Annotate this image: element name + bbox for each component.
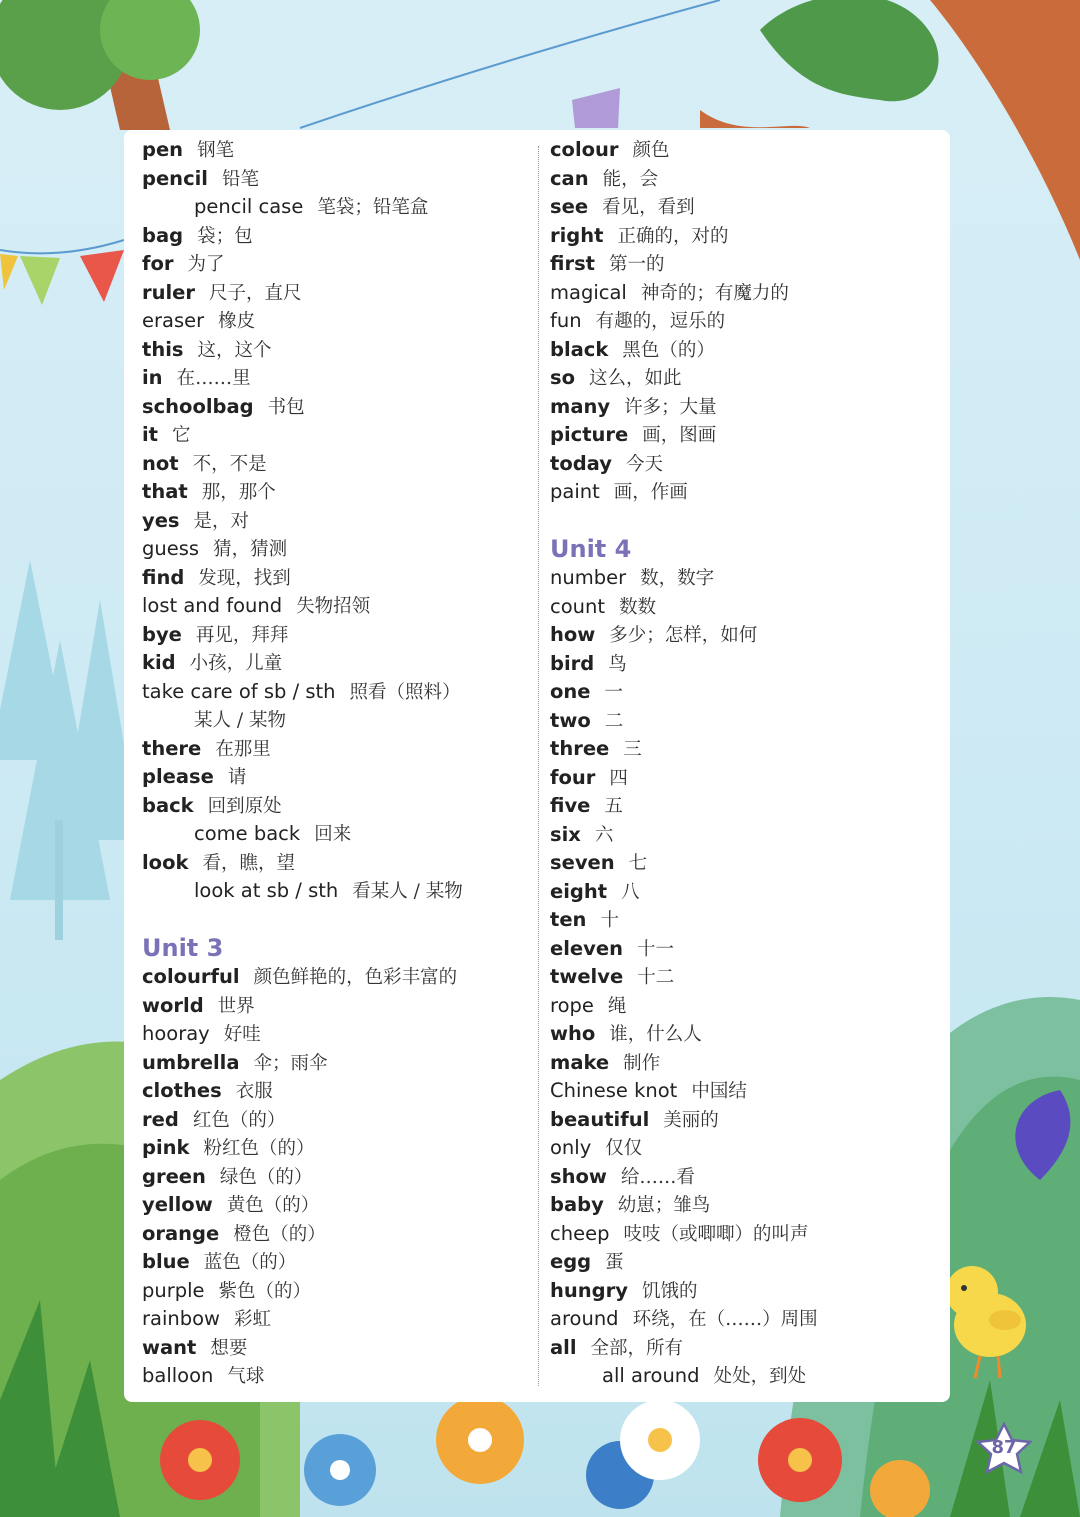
vocab-meaning: 给……看 bbox=[620, 1166, 695, 1188]
vocab-entry bbox=[142, 1020, 532, 1049]
vocab-entry bbox=[550, 707, 940, 736]
vocab-entry bbox=[142, 279, 532, 308]
vocab-word: picture bbox=[550, 423, 629, 446]
vocab-meaning: 颜色鲜艳的，色彩丰富的 bbox=[253, 967, 458, 988]
vocab-word: balloon bbox=[142, 1364, 214, 1387]
vocab-word: ten bbox=[550, 908, 587, 931]
vocab-meaning: 中国结 bbox=[691, 1081, 747, 1102]
vocab-meaning: 鸟 bbox=[608, 653, 627, 675]
vocab-word: colourful bbox=[142, 965, 240, 988]
vocab-word: ruler bbox=[142, 280, 196, 304]
vocab-meaning: 失物招领 bbox=[296, 596, 371, 617]
vocab-meaning: 能，会 bbox=[602, 168, 659, 190]
vocab-entry bbox=[550, 678, 940, 707]
vocab-entry bbox=[550, 136, 940, 165]
vocab-word: it bbox=[142, 423, 159, 446]
vocab-word: look bbox=[142, 850, 189, 874]
vocab-meaning: 是，对 bbox=[193, 510, 250, 532]
vocab-entry bbox=[142, 735, 532, 764]
vocab-meaning: 今天 bbox=[625, 453, 663, 475]
spacer bbox=[142, 906, 532, 935]
vocab-meaning: 世界 bbox=[217, 995, 255, 1017]
vocab-meaning: 许多；大量 bbox=[624, 396, 717, 418]
vocab-entry bbox=[550, 650, 940, 679]
vocab-entry bbox=[550, 849, 940, 878]
vocab-word: bag bbox=[142, 223, 184, 247]
vocab-word: there bbox=[142, 736, 202, 760]
vocab-word: please bbox=[142, 765, 214, 788]
vocab-word: rope bbox=[550, 993, 594, 1017]
vocab-word: so bbox=[550, 366, 576, 389]
vocab-entry bbox=[550, 364, 940, 393]
vocab-entry bbox=[142, 992, 532, 1021]
vocab-word: right bbox=[550, 223, 604, 247]
vocab-meaning: 那，那个 bbox=[201, 482, 276, 503]
vocab-entry bbox=[142, 165, 532, 194]
vocab-entry bbox=[142, 1220, 532, 1249]
vocab-entry bbox=[550, 279, 940, 308]
vocab-meaning: 笔袋；铅笔盒 bbox=[317, 197, 429, 218]
vocab-entry bbox=[550, 621, 940, 650]
vocab-word: umbrella bbox=[142, 1050, 240, 1074]
vocab-entry bbox=[142, 364, 532, 393]
vocab-meaning: 在……里 bbox=[176, 368, 251, 389]
vocab-entry bbox=[142, 706, 532, 735]
vocab-word: hungry bbox=[550, 1278, 628, 1302]
vocab-meaning: 全部，所有 bbox=[590, 1337, 684, 1359]
vocab-word: yellow bbox=[142, 1193, 213, 1216]
vocab-meaning: 在那里 bbox=[215, 738, 271, 760]
vocab-word: for bbox=[142, 252, 174, 275]
vocab-meaning: 橙色（的） bbox=[233, 1223, 326, 1245]
vocab-word: first bbox=[550, 252, 595, 275]
vocab-entry bbox=[550, 193, 940, 222]
vocab-word: purple bbox=[142, 1278, 205, 1302]
vocab-entry bbox=[550, 336, 940, 365]
vocab-entry bbox=[142, 592, 532, 621]
vocab-meaning: 四 bbox=[609, 767, 628, 789]
vocab-meaning: 十二 bbox=[637, 967, 675, 988]
vocab-entry bbox=[550, 1106, 940, 1135]
vocab-entry bbox=[142, 1305, 532, 1334]
vocab-meaning: 五 bbox=[604, 796, 623, 817]
vocab-entry bbox=[550, 250, 940, 279]
vocab-meaning: 十 bbox=[600, 910, 619, 931]
vocab-word: three bbox=[550, 737, 610, 760]
vocab-meaning: 不，不是 bbox=[192, 453, 267, 475]
vocab-meaning: 绿色（的） bbox=[219, 1166, 313, 1188]
vocab-entry bbox=[142, 1362, 532, 1391]
vocab-meaning: 彩虹 bbox=[234, 1309, 272, 1330]
vocab-word: two bbox=[550, 708, 591, 732]
vocab-entry bbox=[142, 1277, 532, 1306]
vocab-entry bbox=[142, 621, 532, 650]
vocab-word: that bbox=[142, 480, 188, 503]
vocab-entry bbox=[550, 821, 940, 850]
vocab-meaning: 某人 / 某物 bbox=[194, 710, 286, 731]
spacer bbox=[550, 507, 940, 536]
column-divider bbox=[538, 146, 539, 1386]
vocab-entry bbox=[142, 1191, 532, 1220]
vocab-word: want bbox=[142, 1335, 197, 1359]
vocab-word: schoolbag bbox=[142, 394, 254, 418]
vocab-meaning: 伞；雨伞 bbox=[253, 1052, 328, 1074]
vocab-meaning: 数，数字 bbox=[640, 568, 715, 589]
vocab-entry bbox=[142, 678, 532, 707]
vocab-word: come back bbox=[194, 822, 301, 845]
vocab-meaning: 气球 bbox=[227, 1366, 265, 1387]
vocab-meaning: 十一 bbox=[636, 938, 674, 960]
vocab-meaning: 书包 bbox=[267, 396, 305, 418]
vocab-meaning: 照看（照料） bbox=[349, 681, 461, 703]
vocab-word: around bbox=[550, 1307, 619, 1330]
vocab-word: one bbox=[550, 680, 591, 703]
vocab-meaning: 一 bbox=[604, 682, 624, 703]
vocab-entry bbox=[550, 1020, 940, 1049]
vocab-meaning: 饥饿的 bbox=[641, 1280, 698, 1302]
vocab-meaning: 好哇 bbox=[223, 1024, 261, 1045]
vocab-word: this bbox=[142, 337, 184, 361]
vocab-word: many bbox=[550, 394, 611, 418]
vocab-word: bye bbox=[142, 622, 182, 646]
vocab-word: beautiful bbox=[550, 1107, 650, 1131]
vocab-word: cheep bbox=[550, 1221, 610, 1245]
vocab-meaning: 八 bbox=[621, 881, 640, 903]
vocab-entry bbox=[142, 336, 532, 365]
unit-heading: Unit 3 bbox=[142, 934, 224, 962]
vocab-meaning: 美丽的 bbox=[663, 1109, 719, 1131]
vocab-meaning: 衣服 bbox=[235, 1081, 273, 1102]
vocab-word: can bbox=[550, 166, 589, 190]
vocab-meaning: 蓝色（的） bbox=[203, 1252, 297, 1273]
vocab-word: green bbox=[142, 1164, 206, 1188]
vocab-meaning: 数数 bbox=[619, 596, 657, 618]
vocab-entry bbox=[550, 564, 940, 593]
vocab-meaning: 吱吱（或唧唧）的叫声 bbox=[623, 1223, 809, 1245]
vocab-entry bbox=[142, 250, 532, 279]
vocab-entry bbox=[142, 1049, 532, 1078]
vocab-meaning: 制作 bbox=[623, 1052, 661, 1074]
vocab-meaning: 画，作画 bbox=[613, 482, 688, 503]
vocab-entry bbox=[142, 450, 532, 479]
vocab-entry bbox=[550, 992, 940, 1021]
vocab-entry bbox=[142, 421, 532, 450]
vocab-entry bbox=[142, 1134, 532, 1163]
vocab-entry bbox=[142, 649, 532, 678]
vocab-meaning: 黑色（的） bbox=[622, 339, 715, 361]
vocab-word: how bbox=[550, 623, 596, 646]
vocab-word: only bbox=[550, 1136, 592, 1159]
vocab-word: pencil bbox=[142, 166, 208, 190]
vocab-entry bbox=[550, 906, 940, 935]
vocab-meaning: 黄色（的） bbox=[226, 1195, 320, 1216]
vocab-word: take care of sb / sth bbox=[142, 679, 336, 703]
left-column bbox=[142, 136, 532, 1391]
vocab-word: world bbox=[142, 993, 204, 1017]
vocab-meaning: 仅仅 bbox=[605, 1138, 643, 1159]
vocab-meaning: 袋；包 bbox=[197, 225, 253, 247]
vocab-meaning: 小孩，儿童 bbox=[189, 653, 283, 674]
vocab-entry bbox=[550, 1134, 940, 1163]
vocab-entry bbox=[550, 1049, 940, 1078]
vocab-entry bbox=[550, 878, 940, 907]
vocab-meaning: 钢笔 bbox=[197, 140, 235, 161]
vocab-meaning: 幼崽；雏鸟 bbox=[617, 1195, 711, 1216]
vocab-word: colour bbox=[550, 138, 619, 161]
vocab-meaning: 蛋 bbox=[605, 1252, 624, 1273]
vocab-word: pencil case bbox=[194, 195, 304, 218]
vocab-entry bbox=[550, 935, 940, 964]
vocab-meaning: 紫色（的） bbox=[218, 1280, 312, 1302]
vocab-meaning: 神奇的；有魔力的 bbox=[640, 282, 789, 304]
vocab-entry bbox=[550, 1334, 940, 1363]
vocab-word: not bbox=[142, 451, 179, 475]
vocab-entry bbox=[142, 507, 532, 536]
vocab-word: look at sb / sth bbox=[194, 879, 339, 902]
vocab-meaning: 谁，什么人 bbox=[609, 1024, 702, 1045]
vocab-entry bbox=[550, 593, 940, 622]
vocab-meaning: 第一的 bbox=[609, 254, 665, 275]
vocab-meaning: 这么，如此 bbox=[589, 368, 682, 389]
vocab-word: today bbox=[550, 451, 612, 475]
vocab-word: seven bbox=[550, 851, 615, 874]
vocab-word: twelve bbox=[550, 965, 624, 988]
vocab-meaning: 铅笔 bbox=[222, 168, 260, 190]
vocab-entry bbox=[142, 763, 532, 792]
vocab-entry bbox=[550, 1248, 940, 1277]
vocab-word: back bbox=[142, 793, 194, 817]
vocab-entry bbox=[142, 535, 532, 564]
vocab-entry bbox=[550, 1077, 940, 1106]
vocab-entry bbox=[142, 1163, 532, 1192]
vocab-entry bbox=[550, 1305, 940, 1334]
vocab-word: hooray bbox=[142, 1022, 210, 1045]
right-column bbox=[550, 136, 940, 1391]
unit-heading: Unit 4 bbox=[550, 535, 632, 563]
vocab-meaning: 有趣的，逗乐的 bbox=[595, 311, 726, 332]
vocab-meaning: 回到原处 bbox=[207, 795, 282, 817]
vocab-word: number bbox=[550, 566, 627, 589]
vocab-meaning: 回来 bbox=[314, 824, 352, 845]
vocab-word: bird bbox=[550, 651, 595, 675]
vocab-entry bbox=[550, 393, 940, 422]
vocab-entry bbox=[550, 735, 940, 764]
vocab-word: find bbox=[142, 565, 185, 589]
vocab-word: magical bbox=[550, 280, 627, 304]
vocab-word: five bbox=[550, 794, 591, 817]
vocab-word: six bbox=[550, 822, 581, 846]
vocab-entry bbox=[142, 820, 532, 849]
vocab-meaning: 请 bbox=[227, 767, 247, 788]
vocab-meaning: 二 bbox=[604, 710, 624, 732]
vocab-entry bbox=[142, 222, 532, 251]
vocab-word: red bbox=[142, 1107, 179, 1131]
vocab-word: orange bbox=[142, 1221, 220, 1245]
vocab-word: all around bbox=[602, 1364, 700, 1387]
vocab-word: four bbox=[550, 765, 596, 789]
vocab-word: see bbox=[550, 195, 589, 218]
vocab-word: black bbox=[550, 337, 609, 361]
vocab-entry bbox=[142, 393, 532, 422]
vocab-word: show bbox=[550, 1164, 607, 1188]
vocab-meaning: 画，图画 bbox=[642, 425, 717, 446]
vocab-meaning: 六 bbox=[594, 824, 614, 846]
vocab-meaning: 处处，到处 bbox=[713, 1366, 807, 1387]
vocab-word: Chinese knot bbox=[550, 1079, 678, 1102]
vocab-word: pink bbox=[142, 1136, 190, 1159]
vocab-entry bbox=[142, 1248, 532, 1277]
vocab-word: pen bbox=[142, 138, 184, 161]
vocab-entry bbox=[142, 963, 532, 992]
vocab-entry bbox=[142, 193, 532, 222]
vocab-entry bbox=[550, 1191, 940, 1220]
vocab-word: blue bbox=[142, 1250, 190, 1273]
vocab-word: count bbox=[550, 594, 606, 618]
vocab-word: baby bbox=[550, 1193, 604, 1216]
vocab-meaning: 环绕，在（……）周围 bbox=[632, 1309, 818, 1330]
vocab-entry bbox=[142, 564, 532, 593]
vocab-entry bbox=[550, 165, 940, 194]
vocab-word: clothes bbox=[142, 1079, 222, 1102]
vocab-meaning: 看，瞧，望 bbox=[202, 852, 295, 874]
vocab-entry bbox=[142, 1106, 532, 1135]
vocab-entry bbox=[142, 1334, 532, 1363]
vocab-entry bbox=[550, 792, 940, 821]
vocab-word: kid bbox=[142, 651, 176, 674]
vocab-meaning: 再见，拜拜 bbox=[195, 624, 289, 646]
vocab-word: make bbox=[550, 1050, 610, 1074]
vocab-word: who bbox=[550, 1022, 596, 1045]
vocab-meaning: 想要 bbox=[210, 1337, 248, 1359]
vocab-meaning: 多少；怎样，如何 bbox=[609, 625, 758, 646]
vocab-entry bbox=[142, 478, 532, 507]
vocab-meaning: 绳 bbox=[607, 995, 627, 1017]
vocab-entry bbox=[550, 1220, 940, 1249]
vocab-entry bbox=[142, 877, 532, 906]
vocab-entry bbox=[550, 421, 940, 450]
vocab-meaning: 尺子，直尺 bbox=[209, 282, 302, 304]
vocab-word: in bbox=[142, 366, 163, 389]
vocab-word: yes bbox=[142, 508, 180, 532]
vocab-meaning: 为了 bbox=[187, 254, 225, 275]
page-number: 87 bbox=[991, 1437, 1017, 1458]
vocab-entry bbox=[550, 450, 940, 479]
vocab-meaning: 正确的，对的 bbox=[617, 225, 729, 247]
vocab-word: all bbox=[550, 1335, 577, 1359]
vocab-word: paint bbox=[550, 480, 600, 503]
vocab-entry bbox=[550, 307, 940, 336]
vocab-word: egg bbox=[550, 1250, 592, 1273]
vocab-entry bbox=[550, 1163, 940, 1192]
vocab-meaning: 它 bbox=[172, 425, 191, 446]
vocab-entry bbox=[142, 849, 532, 878]
vocab-word: eight bbox=[550, 879, 608, 903]
vocab-meaning: 三 bbox=[623, 739, 642, 760]
vocab-word: fun bbox=[550, 309, 582, 332]
vocab-entry bbox=[550, 963, 940, 992]
vocab-meaning: 颜色 bbox=[632, 140, 670, 161]
vocab-meaning: 猜，猜测 bbox=[213, 539, 288, 560]
vocab-entry bbox=[550, 764, 940, 793]
vocab-meaning: 七 bbox=[628, 853, 648, 874]
vocab-entry bbox=[142, 792, 532, 821]
vocab-entry bbox=[142, 1077, 532, 1106]
vocab-entry bbox=[142, 136, 532, 165]
vocab-word: eleven bbox=[550, 936, 623, 960]
vocab-entry bbox=[550, 222, 940, 251]
vocab-meaning: 橡皮 bbox=[218, 311, 256, 332]
vocab-meaning: 粉红色（的） bbox=[203, 1138, 315, 1159]
vocab-word: rainbow bbox=[142, 1307, 220, 1330]
vocab-meaning: 看见，看到 bbox=[602, 197, 695, 218]
vocab-entry bbox=[142, 307, 532, 336]
vocab-entry bbox=[550, 1362, 940, 1391]
vocab-word: eraser bbox=[142, 309, 205, 332]
vocab-meaning: 发现，找到 bbox=[198, 567, 291, 589]
vocab-word: lost and found bbox=[142, 594, 283, 617]
vocab-entry bbox=[550, 478, 940, 507]
vocab-meaning: 红色（的） bbox=[192, 1109, 286, 1131]
vocab-entry bbox=[550, 1277, 940, 1306]
vocab-meaning: 看某人 / 某物 bbox=[352, 881, 463, 902]
vocab-word: guess bbox=[142, 537, 200, 560]
vocab-meaning: 这，这个 bbox=[197, 339, 272, 361]
